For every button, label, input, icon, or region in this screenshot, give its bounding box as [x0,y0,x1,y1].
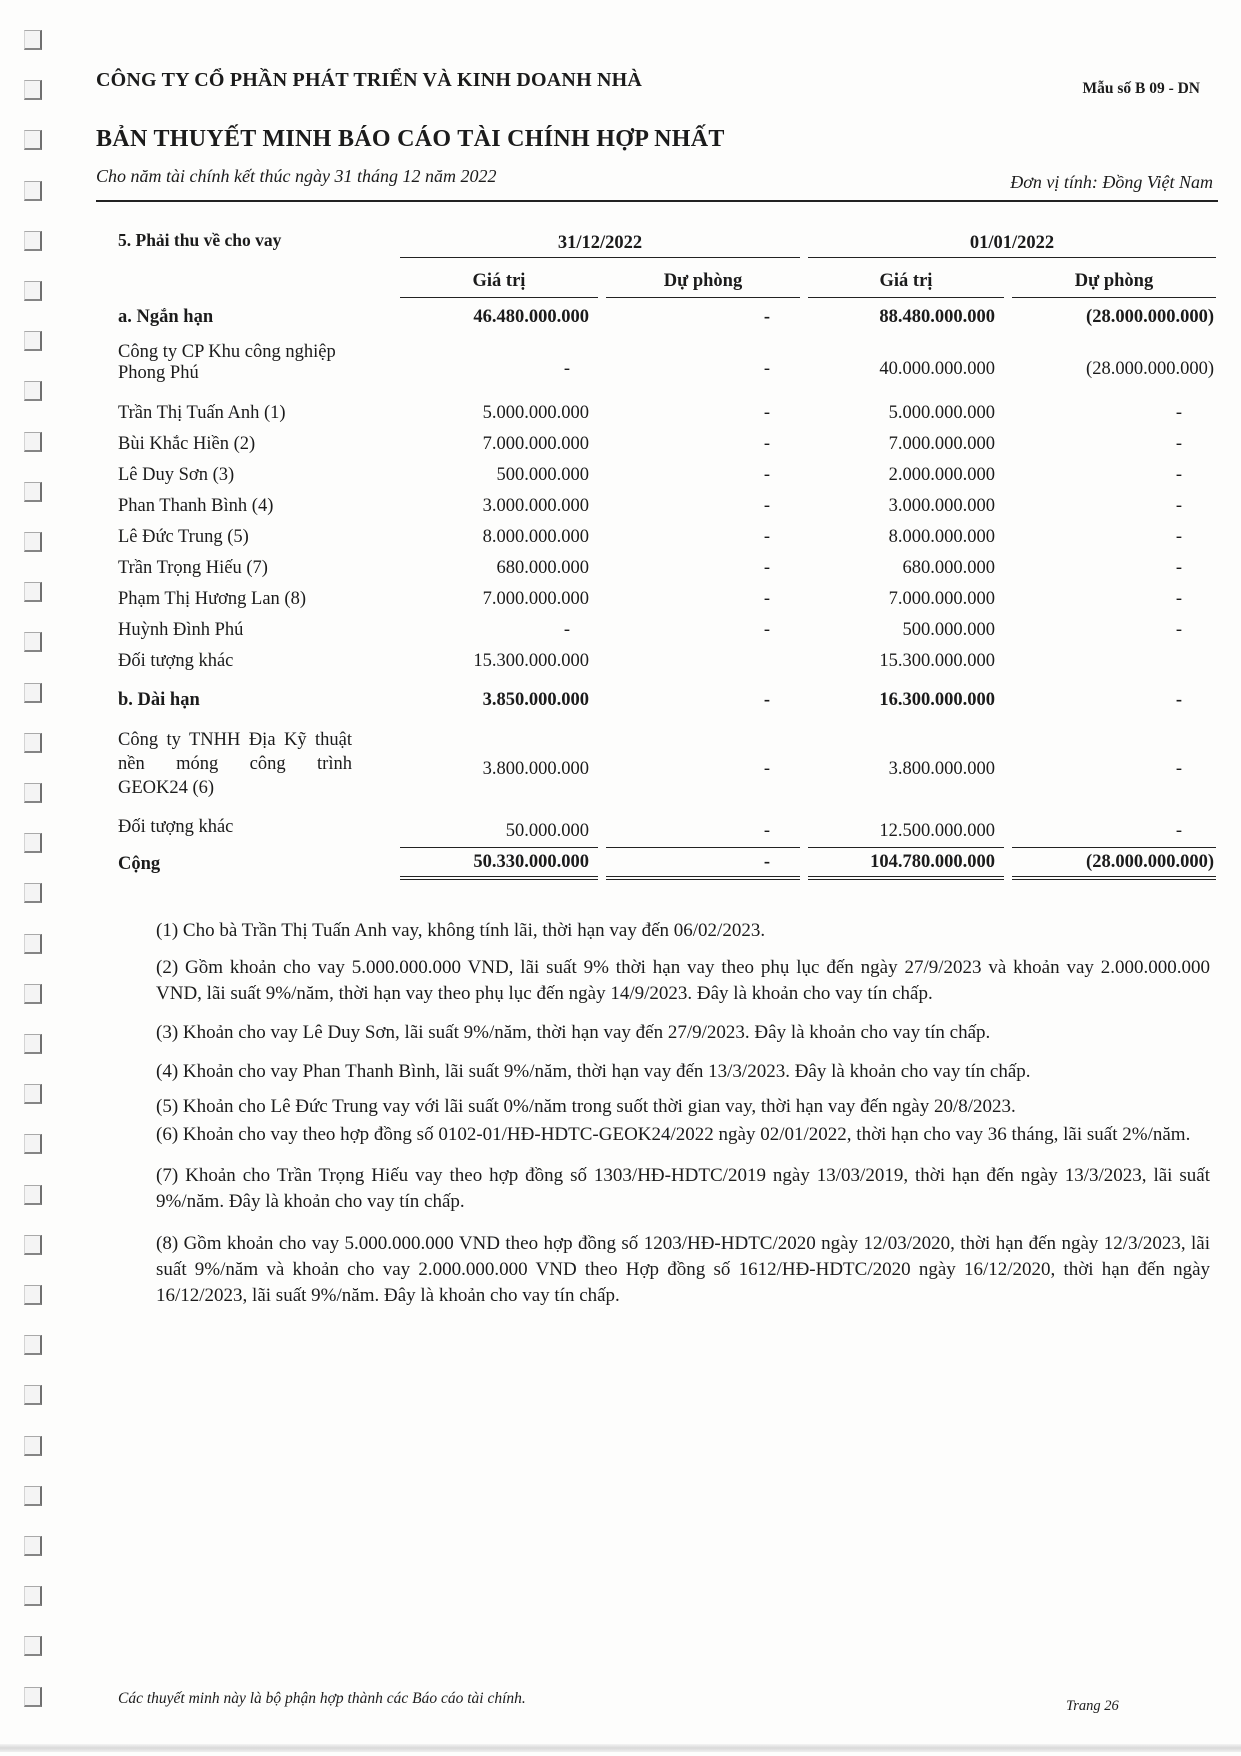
value-prior: 7.000.000.000 [888,589,995,609]
currency-unit: Đơn vị tính: Đồng Việt Nam [1010,172,1213,192]
binding-hole-mark [24,833,42,853]
footer-note: Các thuyết minh này là bộ phận hợp thành các Báo cáo tài chính. [118,1690,526,1707]
binding-hole-mark [24,984,42,1004]
provision-current: - [606,848,800,880]
binding-hole-mark [24,1536,42,1556]
period-prior-header: 01/01/2022 [808,222,1216,258]
long-term-label: b. Dài hạn [118,690,200,710]
binding-hole-mark [24,1687,42,1707]
value-current: 50.330.000.000 [400,848,598,880]
value-current: 46.480.000.000 [473,306,589,327]
borrower-name: Trần Thị Tuấn Anh (1) [118,403,286,423]
binding-hole-mark [24,181,42,201]
binding-hole-mark [24,80,42,100]
scan-edge-band [0,1744,1241,1752]
footnote: (8) Gồm khoản cho vay 5.000.000.000 VND theo hợp đồng số 1203/HĐ-HDTC/2020 ngày 12/03/2020, thời hạn đến ngày 12/3/2023, lãi suất 9%/năm và khoản cho vay 2.000.000.000 VND theo Hợp đồng số 1612/HĐ-HDTC/2020 ngày 16/12/2020, thời hạn đến ngày 16/12/2023, lãi suất 9%/năm. Đây là khoản cho vay tín chấp. [156,1233,1210,1306]
footnote: (3) Khoản cho vay Lê Duy Sơn, lãi suất 9%/năm, thời hạn vay đến 27/9/2023. Đây là khoản cho vay tín chấp. [156,1022,991,1043]
value-current: 3.000.000.000 [482,496,589,516]
value-current: - [563,359,570,379]
provision-prior [1012,646,1216,677]
binding-hole-mark [24,432,42,452]
binding-hole-mark [24,582,42,602]
loan-row [118,553,1216,584]
column-header-value-current: Giá trị [400,258,598,298]
binding-hole-mark [24,331,42,351]
value-prior: 12.500.000.000 [808,806,1004,848]
binding-hole-mark [24,1185,42,1205]
binding-hole-mark [24,1436,42,1456]
binding-hole-mark [24,281,42,301]
provision-prior: (28.000.000.000) [1012,848,1216,880]
value-prior: 104.780.000.000 [808,848,1004,880]
binding-hole-mark [24,733,42,753]
footnote: (5) Khoản cho Lê Đức Trung vay với lãi suất 0%/năm trong suốt thời gian vay, thời hạn vay đến ngày 20/8/2023. [156,1096,1016,1117]
loan-row [118,615,1216,646]
period-current-header: 31/12/2022 [400,222,800,258]
binding-hole-mark [24,130,42,150]
value-current: 15.300.000.000 [473,651,589,671]
value-prior: 680.000.000 [902,558,995,578]
provision-current: - [763,589,770,609]
column-header-row [118,258,1216,298]
value-current: 7.000.000.000 [482,589,589,609]
borrower-name: Đối tượng khác [118,816,234,837]
borrower-name: Phan Thanh Bình (4) [118,496,274,516]
borrower-name-line: Phong Phú [118,363,199,383]
binding-hole-mark [24,231,42,251]
binding-hole-mark [24,482,42,502]
binding-hole-mark [24,683,42,703]
binding-hole-mark [24,1084,42,1104]
binding-hole-mark [24,632,42,652]
value-prior: 5.000.000.000 [888,403,995,423]
provision-prior: - [1175,558,1182,578]
value-current: 5.000.000.000 [482,403,589,423]
provision-current: - [763,527,770,547]
borrower-name-line: GEOK24 (6) [118,778,215,798]
borrower-name: Lê Duy Sơn (3) [118,465,235,485]
binding-hole-mark [24,883,42,903]
provision-prior: - [1175,527,1182,547]
borrower-name: Trần Trọng Hiếu (7) [118,558,268,578]
value-current: 500.000.000 [496,465,589,485]
page-number: Trang 26 [1066,1698,1119,1714]
value-current: 7.000.000.000 [482,434,589,454]
binding-hole-mark [24,783,42,803]
binding-hole-mark [24,1586,42,1606]
value-prior: 16.300.000.000 [879,690,995,710]
borrower-name: Phạm Thị Hương Lan (8) [118,589,306,609]
value-current: - [563,620,570,640]
footnote: (4) Khoản cho vay Phan Thanh Bình, lãi suất 9%/năm, thời hạn vay đến 13/3/2023. Đây là khoản cho vay tín chấp. [156,1061,1031,1082]
provision-current: - [763,465,770,485]
value-prior: 40.000.000.000 [879,359,995,379]
provision-prior: - [1175,403,1182,423]
value-prior: 7.000.000.000 [888,434,995,454]
provision-current: - [763,359,770,379]
provision-prior: (28.000.000.000) [1086,359,1214,379]
loan-row [118,460,1216,491]
binding-marks [0,0,60,1756]
binding-hole-mark [24,381,42,401]
footnote: (1) Cho bà Trần Thị Tuấn Anh vay, không tính lãi, thời hạn vay đến 06/02/2023. [156,920,766,941]
value-prior: 3.800.000.000 [888,758,995,779]
value-current: 680.000.000 [496,558,589,578]
value-prior: 15.300.000.000 [879,651,995,671]
provision-prior: - [1175,434,1182,454]
provision-prior: - [1175,465,1182,485]
binding-hole-mark [24,1034,42,1054]
provision-current: - [606,806,800,848]
form-code: Mẫu số B 09 - DN [1082,80,1200,97]
borrower-name: Đối tượng khác [118,651,234,671]
reporting-period: Cho năm tài chính kết thúc ngày 31 tháng 12 năm 2022 [96,166,497,186]
section-heading: 5. Phải thu về cho vay [118,229,282,250]
borrower-name: Lê Đức Trung (5) [118,527,249,547]
footnote: (2) Gồm khoản cho vay 5.000.000.000 VND, lãi suất 9% thời hạn vay theo phụ lục đến ngày 27/9/2023 và khoản vay 2.000.000.000 VND, lãi suất 9%/năm, thời hạn vay theo phụ lục đến ngày 14/9/2023. Đây là khoản cho vay tín chấp. [156,957,1210,1004]
binding-hole-mark [24,1385,42,1405]
value-prior: 88.480.000.000 [879,306,995,327]
borrower-name-line: Công ty CP Khu công nghiệp [118,342,336,362]
loan-row [118,646,1216,677]
provision-current: - [763,690,770,710]
short-term-label: a. Ngắn hạn [118,306,214,327]
value-prior: 3.000.000.000 [888,496,995,516]
short-term-subtotal-row [118,298,1216,336]
document-title: BẢN THUYẾT MINH BÁO CÁO TÀI CHÍNH HỢP NHẤT [96,126,725,152]
value-prior: 500.000.000 [902,620,995,640]
loan-row [118,584,1216,615]
value-current: 3.800.000.000 [482,758,589,779]
footnote: (7) Khoản cho Trần Trọng Hiếu vay theo hợp đồng số 1303/HĐ-HDTC/2019 ngày 13/03/2019, thời hạn đến ngày 13/3/2023, lãi suất 9%/năm. Đây là khoản cho vay tín chấp. [156,1165,1210,1212]
binding-hole-mark [24,934,42,954]
binding-hole-mark [24,532,42,552]
provision-prior: - [1012,806,1216,848]
binding-hole-mark [24,1134,42,1154]
binding-hole-mark [24,1285,42,1305]
provision-prior: - [1175,620,1182,640]
column-header-value-prior: Giá trị [808,258,1004,298]
value-current: 8.000.000.000 [482,527,589,547]
value-current: 3.850.000.000 [482,690,589,710]
provision-current: - [763,434,770,454]
provision-prior: - [1175,758,1182,779]
loan-row [118,491,1216,522]
company-name: CÔNG TY CỔ PHẦN PHÁT TRIỂN VÀ KINH DOANH NHÀ [96,69,643,91]
provision-current [606,646,800,677]
blank-header-cell [118,258,392,298]
footnote: (6) Khoản cho vay theo hợp đồng số 0102-01/HĐ-HDTC-GEOK24/2022 ngày 02/01/2022, thời hạn cho vay 36 tháng, lãi suất 2%/năm. [156,1124,1191,1145]
value-prior: 8.000.000.000 [888,527,995,547]
provision-current: - [763,620,770,640]
provision-current: - [763,558,770,578]
value-prior: 2.000.000.000 [888,465,995,485]
borrower-name [118,336,392,398]
loan-row [118,429,1216,460]
column-header-provision-prior: Dự phòng [1012,258,1216,298]
binding-hole-mark [24,1636,42,1656]
loan-row [118,806,1216,848]
total-label: Cộng [118,853,161,874]
loan-receivables-table [110,222,1224,880]
long-term-subtotal-row [118,677,1216,724]
column-header-provision-current: Dự phòng [606,258,800,298]
provision-prior: - [1175,690,1182,710]
loan-row [118,336,1216,398]
loan-row [118,724,1216,806]
provision-prior: - [1175,589,1182,609]
binding-hole-mark [24,30,42,50]
borrower-name: Bùi Khắc Hiền (2) [118,434,256,454]
header-divider [96,200,1218,202]
borrower-name-line: Công ty TNHH Địa Kỹ thuật [118,730,352,750]
period-header-row [118,222,1216,258]
binding-hole-mark [24,1486,42,1506]
binding-hole-mark [24,1235,42,1255]
provision-prior: (28.000.000.000) [1086,306,1214,327]
borrower-name: Huỳnh Đình Phú [118,620,244,640]
total-row [118,848,1216,880]
loan-row [118,522,1216,553]
footnotes [156,918,1210,1309]
provision-current: - [763,758,770,779]
binding-hole-mark [24,1335,42,1355]
borrower-name [118,724,392,806]
provision-current: - [763,306,770,327]
loan-row [118,398,1216,429]
provision-current: - [763,403,770,423]
borrower-name-line: nền móng công trình [118,754,352,774]
value-current: 50.000.000 [400,806,598,848]
provision-current: - [763,496,770,516]
provision-prior: - [1175,496,1182,516]
